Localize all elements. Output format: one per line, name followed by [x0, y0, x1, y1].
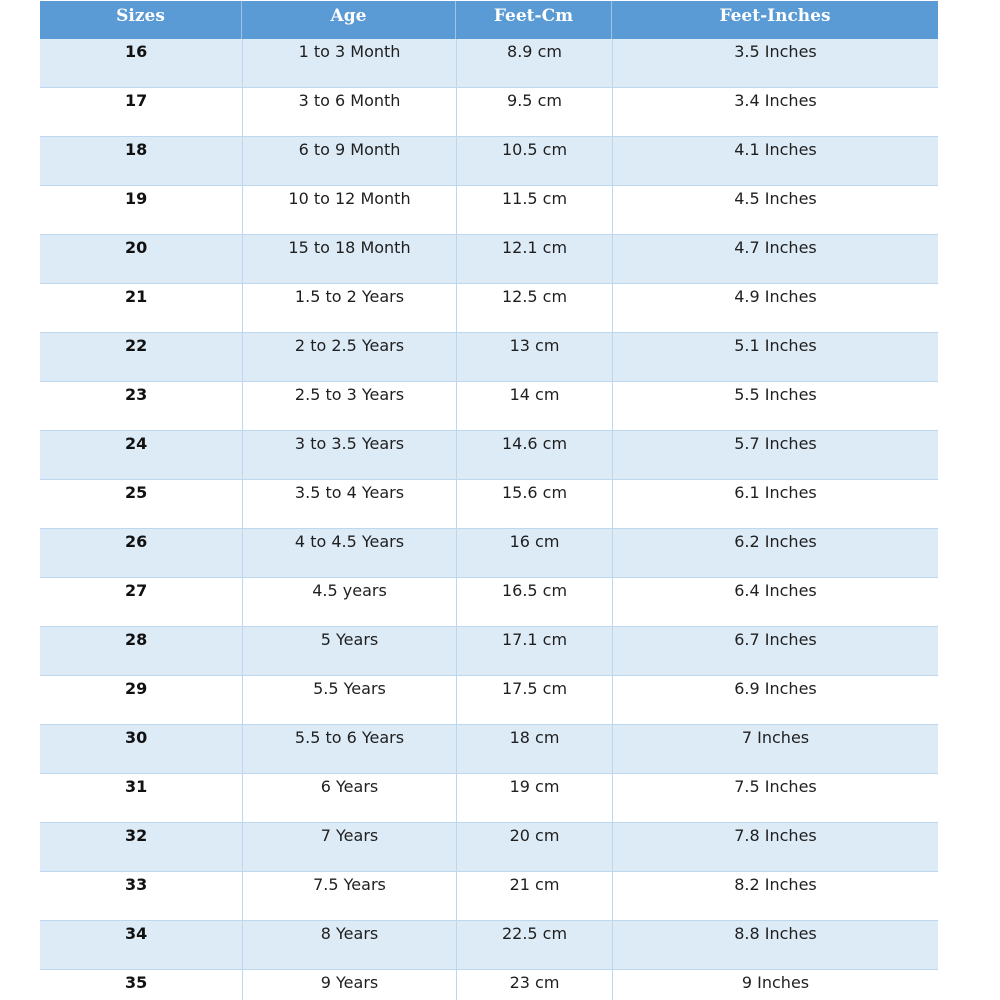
header-feet-inches: Feet-Inches	[612, 1, 938, 39]
feet-cm-cell: 14.6 cm	[456, 431, 612, 480]
age-cell: 7 Years	[242, 823, 456, 872]
age-cell: 10 to 12 Month	[242, 186, 456, 235]
size-cell: 19	[40, 186, 242, 235]
age-cell: 9 Years	[242, 970, 456, 1000]
feet-cm-cell: 17.1 cm	[456, 627, 612, 676]
feet-cm-cell: 23 cm	[456, 970, 612, 1000]
header-feet-cm: Feet-Cm	[456, 1, 612, 39]
age-cell: 5.5 Years	[242, 676, 456, 725]
feet-inches-cell: 6.4 Inches	[612, 578, 938, 627]
size-cell: 24	[40, 431, 242, 480]
feet-cm-cell: 16 cm	[456, 529, 612, 578]
feet-inches-cell: 6.9 Inches	[612, 676, 938, 725]
size-cell: 34	[40, 921, 242, 970]
size-cell: 30	[40, 725, 242, 774]
feet-inches-cell: 8.8 Inches	[612, 921, 938, 970]
feet-inches-cell: 6.2 Inches	[612, 529, 938, 578]
feet-cm-cell: 15.6 cm	[456, 480, 612, 529]
feet-cm-cell: 10.5 cm	[456, 137, 612, 186]
size-chart-table	[40, 1, 938, 1000]
feet-cm-cell: 17.5 cm	[456, 676, 612, 725]
age-cell: 4 to 4.5 Years	[242, 529, 456, 578]
feet-inches-cell: 6.1 Inches	[612, 480, 938, 529]
feet-inches-cell: 5.1 Inches	[612, 333, 938, 382]
feet-inches-cell: 7.8 Inches	[612, 823, 938, 872]
size-cell: 32	[40, 823, 242, 872]
feet-inches-cell: 3.5 Inches	[612, 39, 938, 88]
feet-cm-cell: 14 cm	[456, 382, 612, 431]
feet-cm-cell: 20 cm	[456, 823, 612, 872]
feet-inches-cell: 7.5 Inches	[612, 774, 938, 823]
feet-inches-cell: 5.5 Inches	[612, 382, 938, 431]
age-cell: 4.5 years	[242, 578, 456, 627]
feet-cm-cell: 8.9 cm	[456, 39, 612, 88]
feet-cm-cell: 12.1 cm	[456, 235, 612, 284]
size-cell: 26	[40, 529, 242, 578]
feet-inches-cell: 9 Inches	[612, 970, 938, 1000]
size-cell: 17	[40, 88, 242, 137]
size-cell: 20	[40, 235, 242, 284]
feet-inches-cell: 7 Inches	[612, 725, 938, 774]
size-cell: 16	[40, 39, 242, 88]
feet-cm-cell: 22.5 cm	[456, 921, 612, 970]
feet-inches-cell: 4.1 Inches	[612, 137, 938, 186]
size-cell: 21	[40, 284, 242, 333]
size-cell: 33	[40, 872, 242, 921]
age-cell: 6 to 9 Month	[242, 137, 456, 186]
size-cell: 27	[40, 578, 242, 627]
feet-inches-cell: 4.5 Inches	[612, 186, 938, 235]
age-cell: 3.5 to 4 Years	[242, 480, 456, 529]
size-cell: 23	[40, 382, 242, 431]
size-cell: 25	[40, 480, 242, 529]
feet-cm-cell: 11.5 cm	[456, 186, 612, 235]
age-cell: 15 to 18 Month	[242, 235, 456, 284]
feet-inches-cell: 8.2 Inches	[612, 872, 938, 921]
age-cell: 7.5 Years	[242, 872, 456, 921]
feet-cm-cell: 9.5 cm	[456, 88, 612, 137]
size-cell: 35	[40, 970, 242, 1000]
feet-cm-cell: 12.5 cm	[456, 284, 612, 333]
age-cell: 2 to 2.5 Years	[242, 333, 456, 382]
feet-cm-cell: 21 cm	[456, 872, 612, 921]
age-cell: 6 Years	[242, 774, 456, 823]
age-cell: 1 to 3 Month	[242, 39, 456, 88]
age-cell: 8 Years	[242, 921, 456, 970]
header-age: Age	[242, 1, 456, 39]
age-cell: 3 to 3.5 Years	[242, 431, 456, 480]
age-cell: 1.5 to 2 Years	[242, 284, 456, 333]
age-cell: 5 Years	[242, 627, 456, 676]
feet-cm-cell: 19 cm	[456, 774, 612, 823]
feet-cm-cell: 13 cm	[456, 333, 612, 382]
size-cell: 29	[40, 676, 242, 725]
size-cell: 22	[40, 333, 242, 382]
feet-inches-cell: 6.7 Inches	[612, 627, 938, 676]
header-sizes: Sizes	[40, 1, 242, 39]
feet-inches-cell: 3.4 Inches	[612, 88, 938, 137]
size-cell: 28	[40, 627, 242, 676]
age-cell: 5.5 to 6 Years	[242, 725, 456, 774]
age-cell: 2.5 to 3 Years	[242, 382, 456, 431]
size-cell: 18	[40, 137, 242, 186]
feet-inches-cell: 5.7 Inches	[612, 431, 938, 480]
age-cell: 3 to 6 Month	[242, 88, 456, 137]
feet-inches-cell: 4.7 Inches	[612, 235, 938, 284]
size-cell: 31	[40, 774, 242, 823]
feet-cm-cell: 16.5 cm	[456, 578, 612, 627]
feet-inches-cell: 4.9 Inches	[612, 284, 938, 333]
feet-cm-cell: 18 cm	[456, 725, 612, 774]
